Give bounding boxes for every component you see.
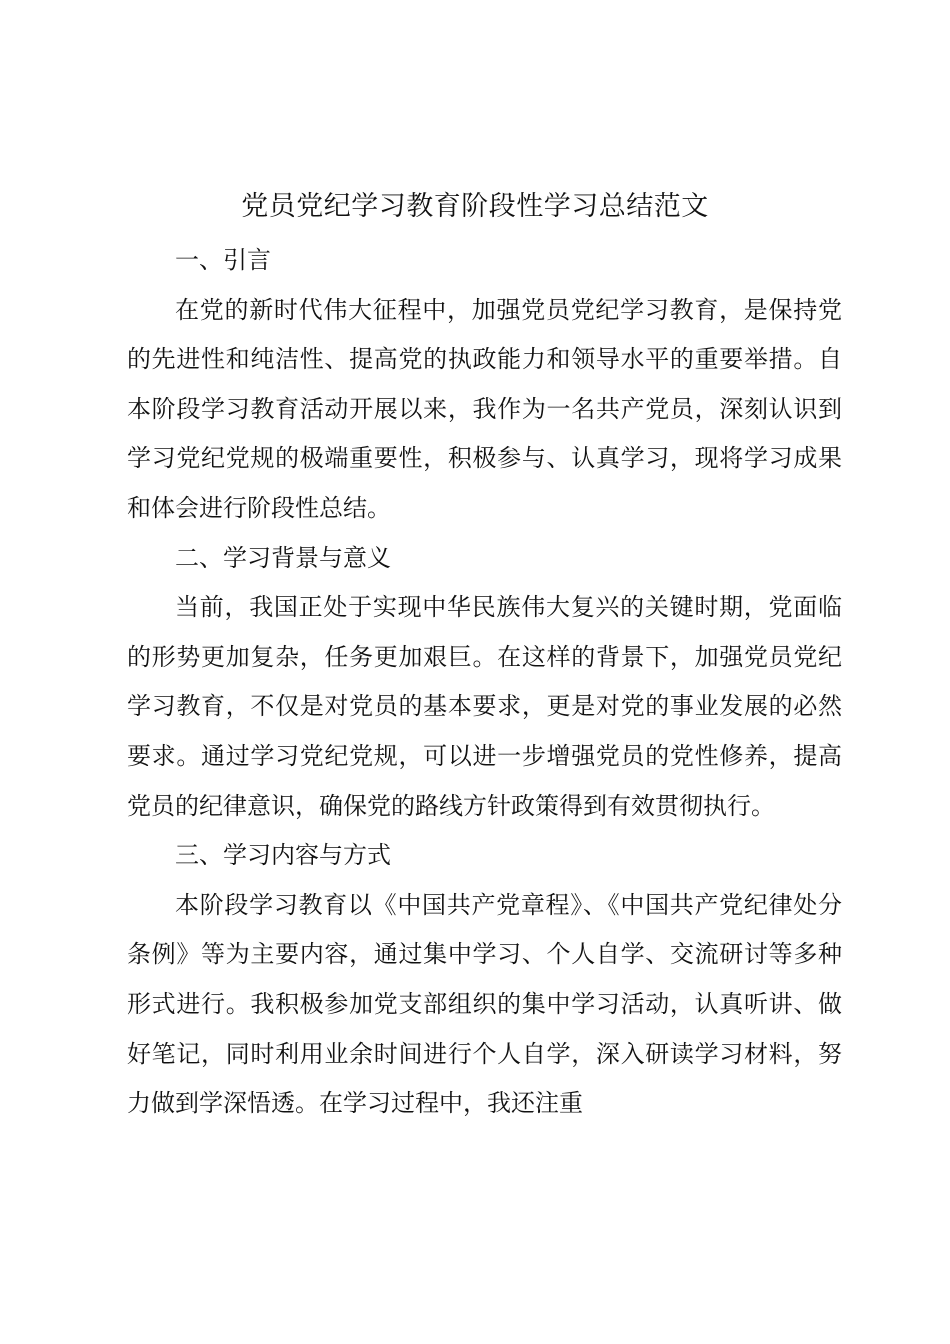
section-heading-content-method: 三、学习内容与方式 [175,841,391,870]
section-heading-introduction: 一、引言 [175,246,271,274]
document-body [127,236,842,1129]
section-paragraph-background: 当前，我国正处于实现中华民族伟大复兴的关键时期，党面临的形势更加复杂，任务更加艰巨。在这样的背景下，加强党员党纪学习教育，不仅是对党员的基本要求，更是对党的事业发展的必然要求。通过学习党纪党规，可以进一步增强党员的党性修养，提高党员的纪律意识，确保党的路线方针政策得到有效贯彻执行。 [127,593,842,820]
section-heading-background: 二、学习背景与意义 [175,543,391,572]
document-title: 党员党纪学习教育阶段性学习总结范文 [241,191,709,222]
section-paragraph-content-method: 本阶段学习教育以《中国共产党章程》、《中国共产党纪律处分条例》等为主要内容，通过集中学习、个人自学、交流研讨等多种形式进行。我积极参加党支部组织的集中学习活动，认真听讲、做好笔记，同时利用业余时间进行个人自学，深入研读学习材料，努力做到学深悟透。在学习过程中，我还注重 [127,890,842,1118]
section-paragraph-introduction: 在党的新时代伟大征程中，加强党员党纪学习教育，是保持党的先进性和纯洁性、提高党的执政能力和领导水平的重要举措。自本阶段学习教育活动开展以来，我作为一名共产党员，深刻认识到学习党纪党规的极端重要性，积极参与、认真学习，现将学习成果和体会进行阶段性总结。 [127,295,842,522]
